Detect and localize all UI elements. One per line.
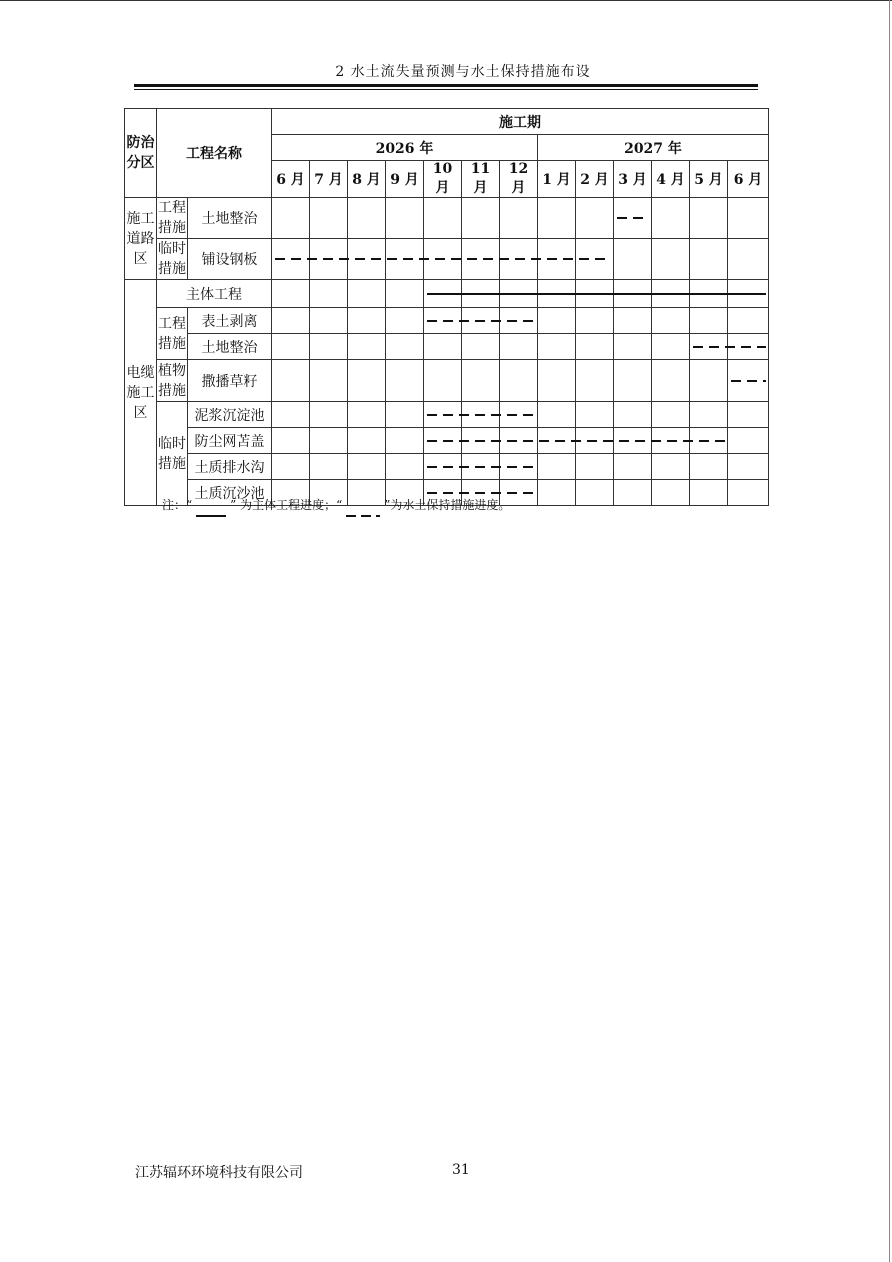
category-cell: 工程措施 [157,198,188,239]
period-header: 施工期 [272,109,769,135]
month-header: 2 月 [576,161,614,198]
page-number: 31 [452,1162,470,1178]
schedule-bar [427,320,535,322]
item-name: 土地整治 [188,198,272,239]
item-name: 表土剥离 [188,308,272,334]
month-header: 4 月 [652,161,690,198]
month-header: 12 月 [500,161,538,198]
schedule-table [124,108,769,506]
month-header: 7 月 [310,161,348,198]
category-cell: 工程措施 [157,308,188,360]
month-header: 11 月 [462,161,500,198]
month-header: 6 月 [272,161,310,198]
item-name: 土质排水沟 [188,454,272,480]
header-rule-thick [134,84,758,87]
item-name: 土地整治 [188,334,272,360]
item-name: 土质沉沙池 [188,480,272,506]
legend-solid-line [196,515,226,517]
item-name: 铺设钢板 [188,239,272,280]
schedule-bar [427,440,725,442]
month-header: 1 月 [538,161,576,198]
year-2027: 2027 年 [538,135,769,161]
page-right-border [889,0,890,1262]
zone-road: 施工道路区 [125,198,157,280]
schedule-bar [693,346,766,348]
name-header: 工程名称 [157,109,272,198]
category-cell: 临时措施 [157,239,188,280]
page-header: 2 水土流失量预测与水土保持措施布设 [335,64,591,80]
page-top-border [0,0,892,1]
note-suffix: ”为水土保持措施进度。 [384,498,511,512]
schedule-bar [275,258,611,260]
header-rule-thin [134,89,758,90]
note-mid: ” 为主体工程进度；“ [230,498,343,512]
zone-cable: 电缆施工区 [125,280,157,506]
schedule-bar [427,492,535,494]
category-cell: 植物措施 [157,360,188,402]
item-name: 泥浆沉淀池 [188,402,272,428]
schedule-bar [427,293,766,295]
item-name: 主体工程 [157,280,272,308]
item-name: 撒播草籽 [188,360,272,402]
footer-company: 江苏辐环环境科技有限公司 [135,1165,303,1181]
item-name: 防尘网苫盖 [188,428,272,454]
schedule-bar [427,414,535,416]
legend-note [162,496,510,517]
category-cell: 临时措施 [157,402,188,506]
schedule-bar [427,466,535,468]
note-prefix: 注：“ [162,498,193,512]
year-2026: 2026 年 [272,135,538,161]
month-header: 8 月 [348,161,386,198]
month-header: 9 月 [386,161,424,198]
zone-header: 防治分区 [125,109,157,198]
month-header: 3 月 [614,161,652,198]
month-header: 10 月 [424,161,462,198]
schedule-bar [731,380,766,382]
legend-dashed-line [346,515,380,517]
month-header: 6 月 [728,161,769,198]
month-header: 5 月 [690,161,728,198]
schedule-bar [617,217,649,219]
